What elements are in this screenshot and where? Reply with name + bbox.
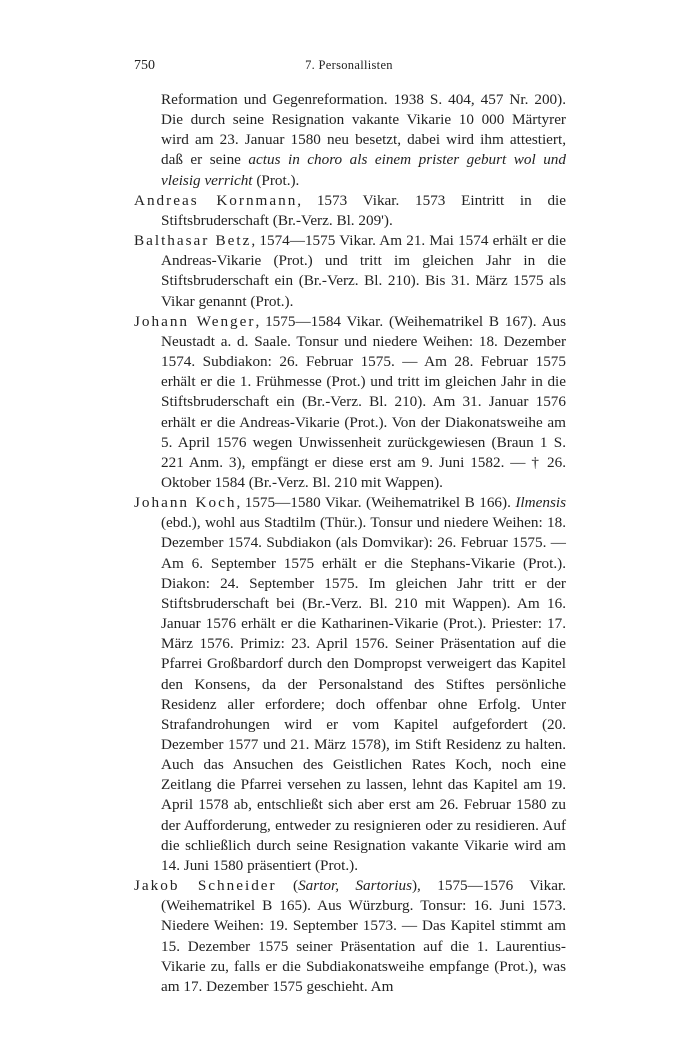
page-number: 750 [134, 58, 155, 73]
entry-betz: Balthasar Betz, 1574—1575 Vikar. Am 21. Mai 1574 erhält er die Andreas-Vikarie (Prot.) und tritt im gleichen Jahr in die Stiftsbruderschaft ein (Br.-Verz. Bl. 210). Bis 31. März 1575 als Vikar genannt (Prot.). [134, 232, 566, 310]
entry-name: Balthasar Betz [134, 232, 252, 250]
latin-quote: actus in choro als einem prister geburt wol und vleisig verricht [161, 151, 566, 189]
running-head: 7. Personallisten [305, 58, 393, 72]
entry-wenger: Johann Wenger, 1575—1584 Vikar. (Weihematrikel B 167). Aus Neustadt a. d. Saale. Tonsur und niedere Weihen: 18. Dezember 1574. Subdiakon: 26. Februar 1575. — Am 28. Februar 1575 erhält er die 1. Frühmesse (Prot.) und tritt im gleichen Jahr in die Stiftsbruderschaft ein (Br.-Verz. Bl. 210). Am 31. Januar 1576 erhält er die Andreas-Vikarie (Prot.). Von der Diakonatsweihe am 5. April 1576 wegen Unwissenheit zurückgewiesen (Braun 1 S. 221 Anm. 3), empfängt er diese erst am 9. Juni 1582. — † 26. Oktober 1584 (Br.-Verz. Bl. 210 mit Wappen). [134, 312, 566, 491]
continuation-paragraph: Reformation und Gegenreformation. 1938 S. 404, 457 Nr. 200). Die durch seine Resignation vakante Vikarie 10 000 Märtyrer wird am 23. Januar 1580 neu besetzt, dabei wird ihm attestiert, daß er seine actus in choro als einem prister geburt wol und vleisig verricht (Prot.). [161, 91, 566, 189]
entry-name: Johann Koch [134, 494, 237, 512]
entry-name: Andreas Kornmann [134, 191, 298, 209]
entry-name: Jakob Schneider [134, 877, 277, 895]
body-text [134, 90, 566, 997]
entry-koch: Johann Koch, 1575—1580 Vikar. (Weihematrikel B 166). Ilmensis (ebd.), wohl aus Stadtilm (Thür.). Tonsur und niedere Weihen: 18. Dezember 1574. Subdiakon (als Domvikar): 26. Februar 1575. — Am 6. September 1575 erhält er die Stephans-Vikarie (Prot.). Diakon: 24. September 1575. Im gleichen Jahr tritt er der Stiftsbruderschaft bei (Br.-Verz. Bl. 210 mit Wappen). Am 16. Januar 1576 erhält er die Katharinen-Vikarie (Prot.). Priester: 17. März 1576. Primiz: 23. April 1576. Seiner Präsentation auf die Pfarrei Großbardorf durch den Dompropst verweigert das Kapitel den Konsens, da der Personalstand des Stiftes persönliche Residenz aller erfordere; doch offenbar ohne Erfolg. Unter Strafandrohungen wird er vom Kapitel aufgefordert (20. Dezember 1577 und 21. März 1578), im Stift Residenz zu halten. Auch das Ansuchen des Geistlichen Rates Koch, noch eine Zeitlang die Pfarrei versehen zu lassen, lehnt das Kapitel am 19. April 1578 ab, entschließt sich aber erst am 26. Februar 1580 zu der Aufforderung, entweder zu resignieren oder zu residieren. Auf die schließlich durch seine Resignation vakante Vikarie wird am 14. Juni 1580 präsentiert (Prot.). [134, 494, 566, 874]
page-header [134, 58, 564, 78]
entry-name: Johann Wenger [134, 312, 256, 330]
entry-schneider: Jakob Schneider (Sartor, Sartorius), 1575—1576 Vikar. (Weihematrikel B 165). Aus Würzburg. Tonsur: 16. Juni 1573. Niedere Weihen: 19. September 1573. — Das Kapitel stimmt am 15. Dezember 1575 seiner Präsentation auf die 1. Laurentius-Vikarie zu, falls er die Subdiakonatsweihe empfange (Prot.), was am 17. Dezember 1575 geschieht. Am [134, 877, 566, 995]
entry-kornmann: Andreas Kornmann, 1573 Vikar. 1573 Eintritt in die Stiftsbruderschaft (Br.-Verz. Bl. 209'). [134, 191, 566, 229]
latin-name: Sartor, Sartorius [298, 877, 412, 895]
latin-name: Ilmensis [515, 494, 566, 512]
